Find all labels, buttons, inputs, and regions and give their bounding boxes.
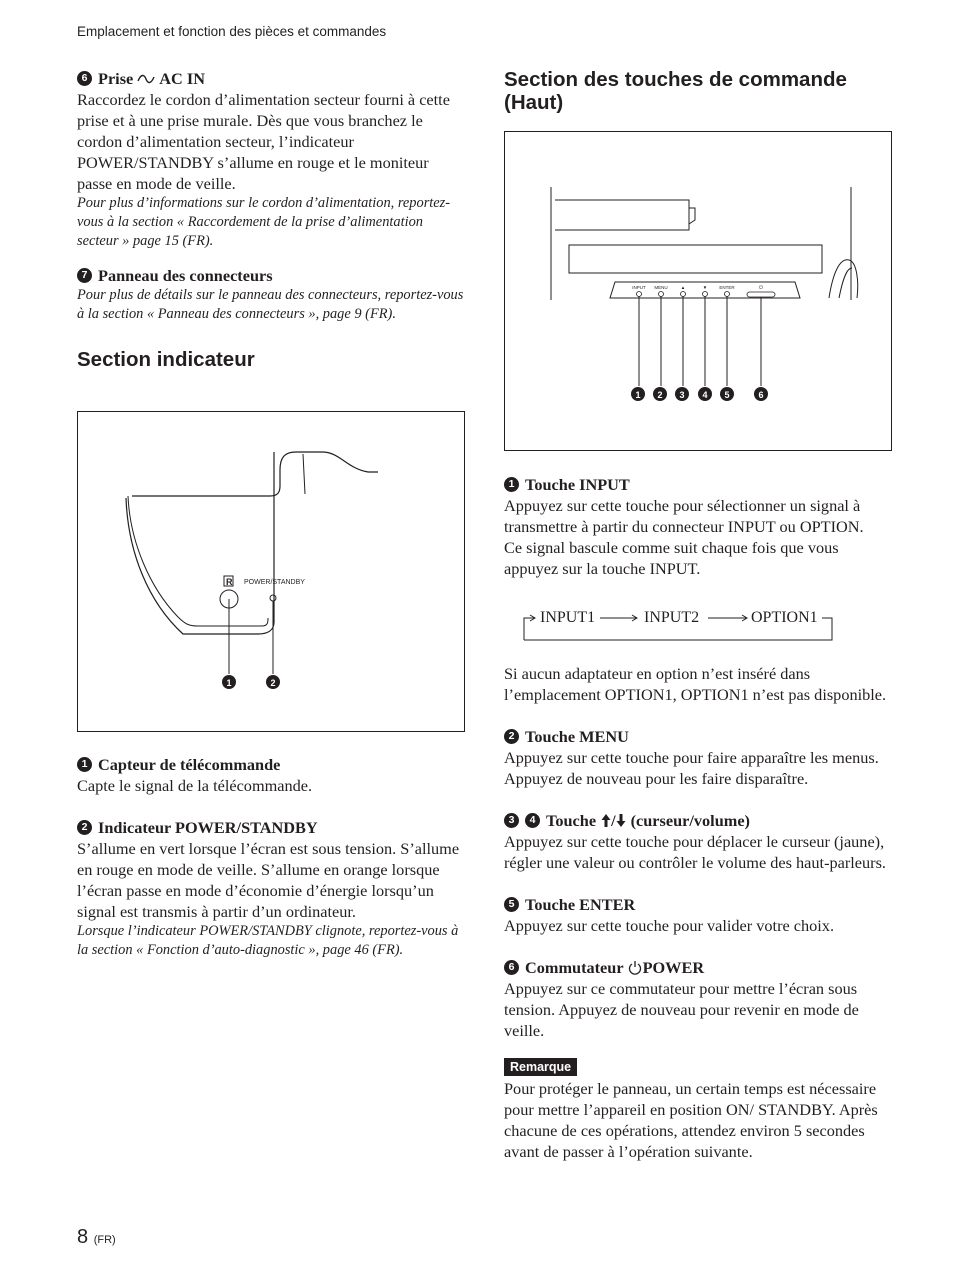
callout-badge: 3	[504, 813, 519, 828]
running-header: Emplacement et fonction des pièces et commandes	[77, 24, 387, 39]
item-enter-body: Appuyez sur cette touche pour valider votre choix.	[504, 916, 835, 935]
right-column-lower	[504, 663, 894, 1162]
item-power-indicator-body: S’allume en vert lorsque l’écran est sous tension. S’allume en rouge en mode de veille. S’allume en orange lorsque l’écran passe en mode d’économie d’énergie lorsqu’un signal est transmis à partir d’un ordinateur.	[77, 839, 460, 921]
callout-1-label: 1	[635, 390, 641, 400]
item-power-indicator-title	[77, 817, 465, 838]
item-title-text: (curseur/volume)	[630, 811, 750, 830]
item-power-title	[504, 957, 894, 978]
power-icon	[628, 960, 642, 975]
item-cursor-title	[504, 810, 894, 831]
item-title-text: Panneau des connecteurs	[98, 266, 273, 285]
item-input-title	[504, 474, 894, 495]
item-power-indicator-note: Lorsque l’indicateur POWER/STANDBY clignote, reportez-vous à la section « Fonction d’auto-diagnostic », page 46 (FR).	[77, 923, 459, 958]
item-input-body2: Ce signal bascule comme suit chaque fois que vous appuyez sur la touche INPUT.	[504, 538, 839, 578]
item-title-text: Touche MENU	[525, 727, 629, 746]
sensor-mark: R	[226, 577, 233, 587]
item-menu-title	[504, 726, 894, 747]
item-ac-in-body: Raccordez le cordon d’alimentation secteur fourni à cette prise et à une prise murale. Dès que vous branchez le cordon d’alimentation secteur, l’indicateur POWER/STANDBY s’allume en rouge et le moniteur passe en mode de veille.	[77, 90, 450, 193]
sequence-option1: OPTION1	[751, 609, 818, 626]
page-number	[77, 1226, 116, 1249]
btn-label-down: ▼	[702, 285, 708, 290]
remark-label: Remarque	[504, 1058, 577, 1076]
remark-body: Pour protéger le panneau, un certain temps est nécessaire pour mettre l’appareil en position ON/ STANDBY. Après chacune de ces opérations, attendez environ 5 secondes avant de passer à l’opération suivante.	[504, 1079, 878, 1161]
item-ac-in-title	[77, 68, 465, 89]
indicator-figure	[77, 411, 465, 732]
item-title-text: Touche INPUT	[525, 475, 630, 494]
left-column	[77, 68, 465, 371]
callout-1-label: 1	[226, 678, 232, 688]
callout-badge: 1	[504, 477, 519, 492]
item-connector-panel-note: Pour plus de détails sur le panneau des connecteurs, reportez-vous à la section « Panneau des connecteurs », page 9 (FR).	[77, 287, 464, 322]
callout-badge: 6	[77, 71, 92, 86]
btn-label-enter: ENTER	[719, 285, 735, 290]
item-enter-title	[504, 894, 894, 915]
btn-label-input: INPUT	[632, 285, 646, 290]
callout-badge: 2	[77, 820, 92, 835]
input-sequence-diagram	[518, 606, 838, 646]
item-input-body3: Si aucun adaptateur en option n’est inséré dans l’emplacement OPTION1, OPTION1 n’est pas disponible.	[504, 664, 887, 704]
item-power-body: Appuyez sur ce commutateur pour mettre l’écran sous tension. Appuyez de nouveau pour revenir en mode de veille.	[504, 979, 859, 1040]
item-title-text: Touche ENTER	[525, 895, 636, 914]
controls-figure	[504, 131, 892, 451]
page-number-suffix: (FR)	[93, 1234, 116, 1246]
callout-badge: 5	[504, 897, 519, 912]
item-title-text: Capteur de télécommande	[98, 755, 281, 774]
ac-tilde-icon	[137, 73, 155, 85]
item-remote-sensor-title	[77, 754, 465, 775]
callout-badge: 7	[77, 268, 92, 283]
item-title-text: POWER	[642, 958, 705, 977]
item-input-body1: Appuyez sur cette touche pour sélectionner un signal à transmettre à partir du connecteur INPUT ou OPTION.	[504, 496, 864, 536]
item-title-text: Commutateur	[525, 958, 624, 977]
callout-6-label: 6	[758, 390, 764, 400]
sequence-input2: INPUT2	[644, 609, 700, 626]
item-ac-in-note: Pour plus d’informations sur le cordon d’alimentation, reportez-vous à la section « Raccordement de la prise d’alimentation secteur » page 15 (FR).	[77, 195, 451, 249]
item-title-text: Indicateur POWER/STANDBY	[98, 818, 318, 837]
item-title-text: Touche	[546, 811, 597, 830]
callout-4-label: 4	[702, 390, 708, 400]
sequence-input1: INPUT1	[540, 609, 596, 626]
indicator-diagram	[78, 412, 464, 731]
callout-5-label: 5	[724, 390, 730, 400]
callout-badge: 4	[525, 813, 540, 828]
callout-3-label: 3	[679, 390, 685, 400]
power-standby-label: POWER/STANDBY	[244, 579, 305, 586]
right-column-upper	[504, 474, 894, 579]
left-column-lower	[77, 754, 465, 960]
btn-label-menu: MENU	[654, 285, 668, 290]
page-number-value: 8	[77, 1226, 89, 1248]
item-menu-body: Appuyez sur cette touche pour faire apparaître les menus. Appuyez de nouveau pour les faire disparaître.	[504, 748, 879, 788]
section-heading-indicator: Section indicateur	[77, 348, 255, 371]
callout-2-label: 2	[657, 390, 663, 400]
item-title-text: AC IN	[159, 69, 205, 88]
btn-label-up: ▲	[680, 285, 686, 290]
callout-2-label: 2	[270, 678, 276, 688]
item-remote-sensor-body: Capte le signal de la télécommande.	[77, 776, 313, 795]
btn-label-power: ⏻	[759, 285, 763, 291]
section-heading-controls: Section des touches de commande (Haut)	[504, 68, 847, 114]
remark-block	[504, 1055, 894, 1076]
item-title-text: Prise	[98, 69, 134, 88]
slash-separator: /	[611, 811, 616, 830]
callout-badge: 2	[504, 729, 519, 744]
callout-badge: 1	[77, 757, 92, 772]
controls-diagram	[505, 132, 891, 450]
down-arrow-icon	[616, 813, 626, 828]
callout-badge: 6	[504, 960, 519, 975]
up-arrow-icon	[601, 813, 611, 828]
item-cursor-body: Appuyez sur cette touche pour déplacer le curseur (jaune), régler une valeur ou contrôler le volume des haut-parleurs.	[504, 832, 887, 872]
item-connector-panel-title	[77, 265, 465, 286]
